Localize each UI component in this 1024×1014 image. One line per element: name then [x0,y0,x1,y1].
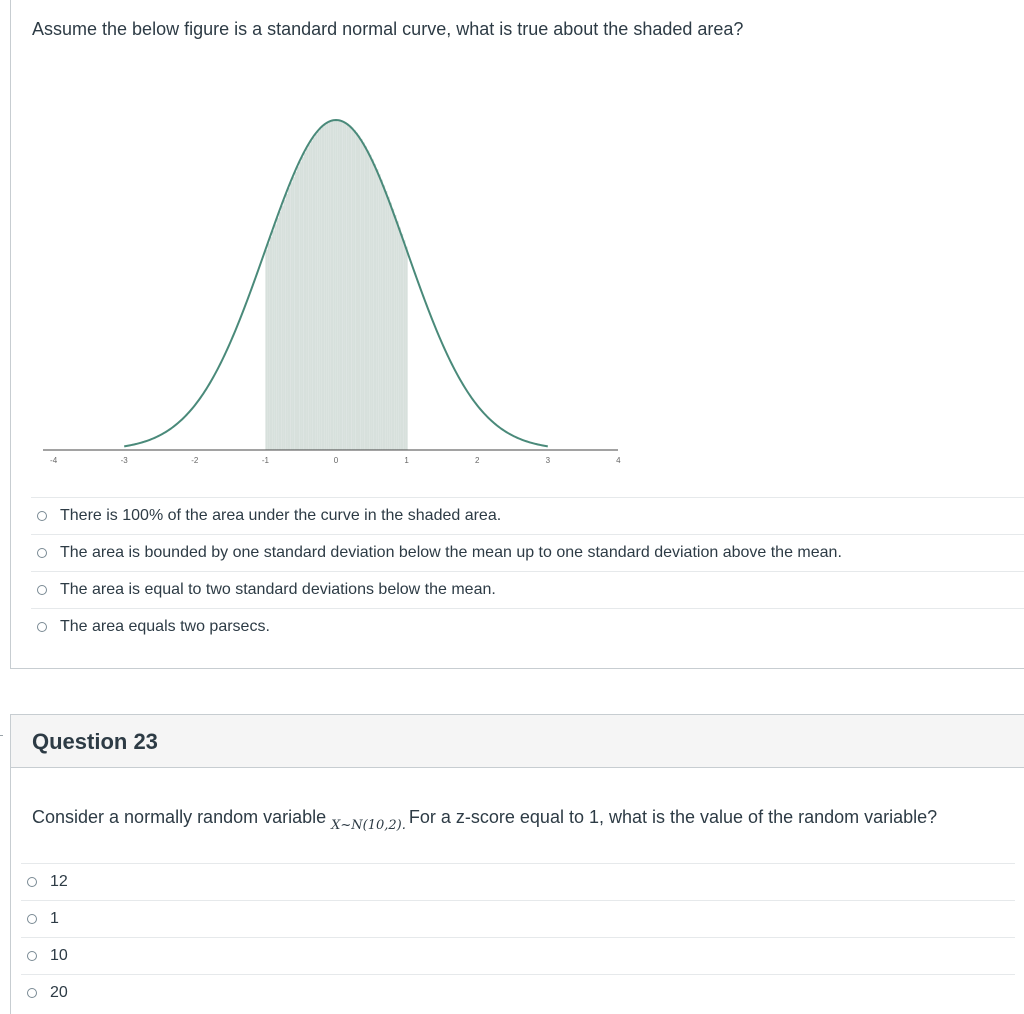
answer-option[interactable] [31,608,1024,645]
x-tick-label: 2 [474,456,480,465]
answer-label: 1 [50,910,59,927]
shade-strip [360,139,362,450]
shade-strip [340,121,342,450]
shade-strip [367,150,369,450]
answer-option[interactable] [31,534,1024,571]
shade-strip [394,215,396,450]
shade-strip [320,129,322,450]
question-22-answers [31,497,1024,645]
shade-strip [405,247,407,450]
shade-strip [396,221,398,450]
shade-strip [387,197,389,450]
shaded-area [265,120,407,450]
shade-strip [302,157,304,450]
shade-strip [311,141,313,450]
x-tick-label: -2 [191,456,199,465]
shade-strip [293,177,295,450]
shade-strip [281,206,283,450]
answer-option[interactable] [21,863,1015,900]
x-tick-label: 3 [545,456,551,465]
shade-strip [392,209,394,450]
answer-label: 12 [50,873,68,890]
shade-strip [344,122,346,450]
radio-button[interactable] [27,914,37,924]
shade-strip [295,172,297,450]
answer-label: The area equals two parsecs. [60,618,270,635]
shade-strip [390,203,392,450]
shade-strip [288,188,290,450]
shade-strip [399,228,401,450]
prompt-before: Consider a normally random variable [32,807,327,827]
shade-strip [265,250,267,450]
shade-strip [283,200,285,450]
shade-strip [268,243,270,450]
shade-strip [383,185,385,450]
question-22-prompt: Assume the below figure is a standard normal curve, what is true about the shaded area? [32,19,744,39]
x-tick-label: -3 [120,456,128,465]
shade-strip [363,143,365,450]
shade-strip [279,212,281,450]
question-23-prompt [32,807,938,833]
x-tick-label: 0 [333,456,339,465]
shade-strip [297,167,299,450]
question-title: Question 23 [32,729,158,754]
shade-strip [274,224,276,450]
shade-strip [290,182,292,450]
shade-strip [322,127,324,450]
shade-strip [335,120,337,450]
answer-option[interactable] [31,497,1024,534]
x-tick-label: -4 [50,456,58,465]
x-tick-label: -1 [261,456,269,465]
shade-strip [376,169,378,450]
shade-strip [277,218,279,450]
shade-strip [306,148,308,450]
radio-button[interactable] [37,548,47,558]
answer-label: 20 [50,984,68,1001]
shade-strip [347,124,349,450]
shade-strip [356,133,358,450]
answer-option[interactable] [21,900,1015,937]
shade-strip [324,125,326,450]
answer-option[interactable] [21,937,1015,974]
shade-strip [385,191,387,450]
radio-button[interactable] [27,988,37,998]
shade-strip [326,123,328,450]
shade-strip [286,194,288,450]
shade-strip [331,121,333,450]
radio-button[interactable] [37,622,47,632]
shade-strip [374,164,376,450]
shade-strip [329,122,331,450]
answer-label: There is 100% of the area under the curve in the shaded area. [60,507,502,524]
question-header [11,715,1024,768]
radio-button[interactable] [37,511,47,521]
question-23-answers [21,863,1015,1011]
question-23-card [10,714,1024,1014]
answer-option[interactable] [31,571,1024,608]
x-tick-label: 4 [616,456,621,465]
shade-strip [313,137,315,450]
shade-strip [365,146,367,450]
shade-strip [333,120,335,450]
x-tick-label: 1 [404,456,409,465]
prompt-after: For a z-score equal to 1, what is the value of the random variable? [408,807,938,827]
radio-button[interactable] [37,585,47,595]
shade-strip [299,162,301,450]
answer-label: The area is equal to two standard deviations below the mean. [60,581,496,598]
shade-strip [308,144,310,450]
normal-curve-figure [41,98,631,478]
shade-strip [369,155,371,450]
shade-strip [272,231,274,450]
shade-strip [351,128,353,450]
shade-strip [304,153,306,450]
shade-strip [381,180,383,450]
shade-strip [338,120,340,450]
shade-strip [342,121,344,450]
shade-strip [317,131,319,450]
answer-label: The area is bounded by one standard deviation below the mean up to one standard deviation above the mean. [60,544,842,561]
side-marker [0,735,3,736]
shade-strip [372,159,374,450]
shade-strip [349,126,351,450]
shade-strip [401,234,403,450]
shade-strip [378,174,380,450]
shade-strip [403,240,405,450]
shade-strip [358,136,360,450]
shade-strip [354,130,356,450]
radio-button[interactable] [27,877,37,887]
shade-strip [270,237,272,450]
answer-label: 10 [50,947,68,964]
math-expression: X~N(10,2). [331,818,406,833]
answer-option[interactable] [21,974,1015,1011]
radio-button[interactable] [27,951,37,961]
shade-strip [315,134,317,450]
question-22-card [10,0,1024,669]
